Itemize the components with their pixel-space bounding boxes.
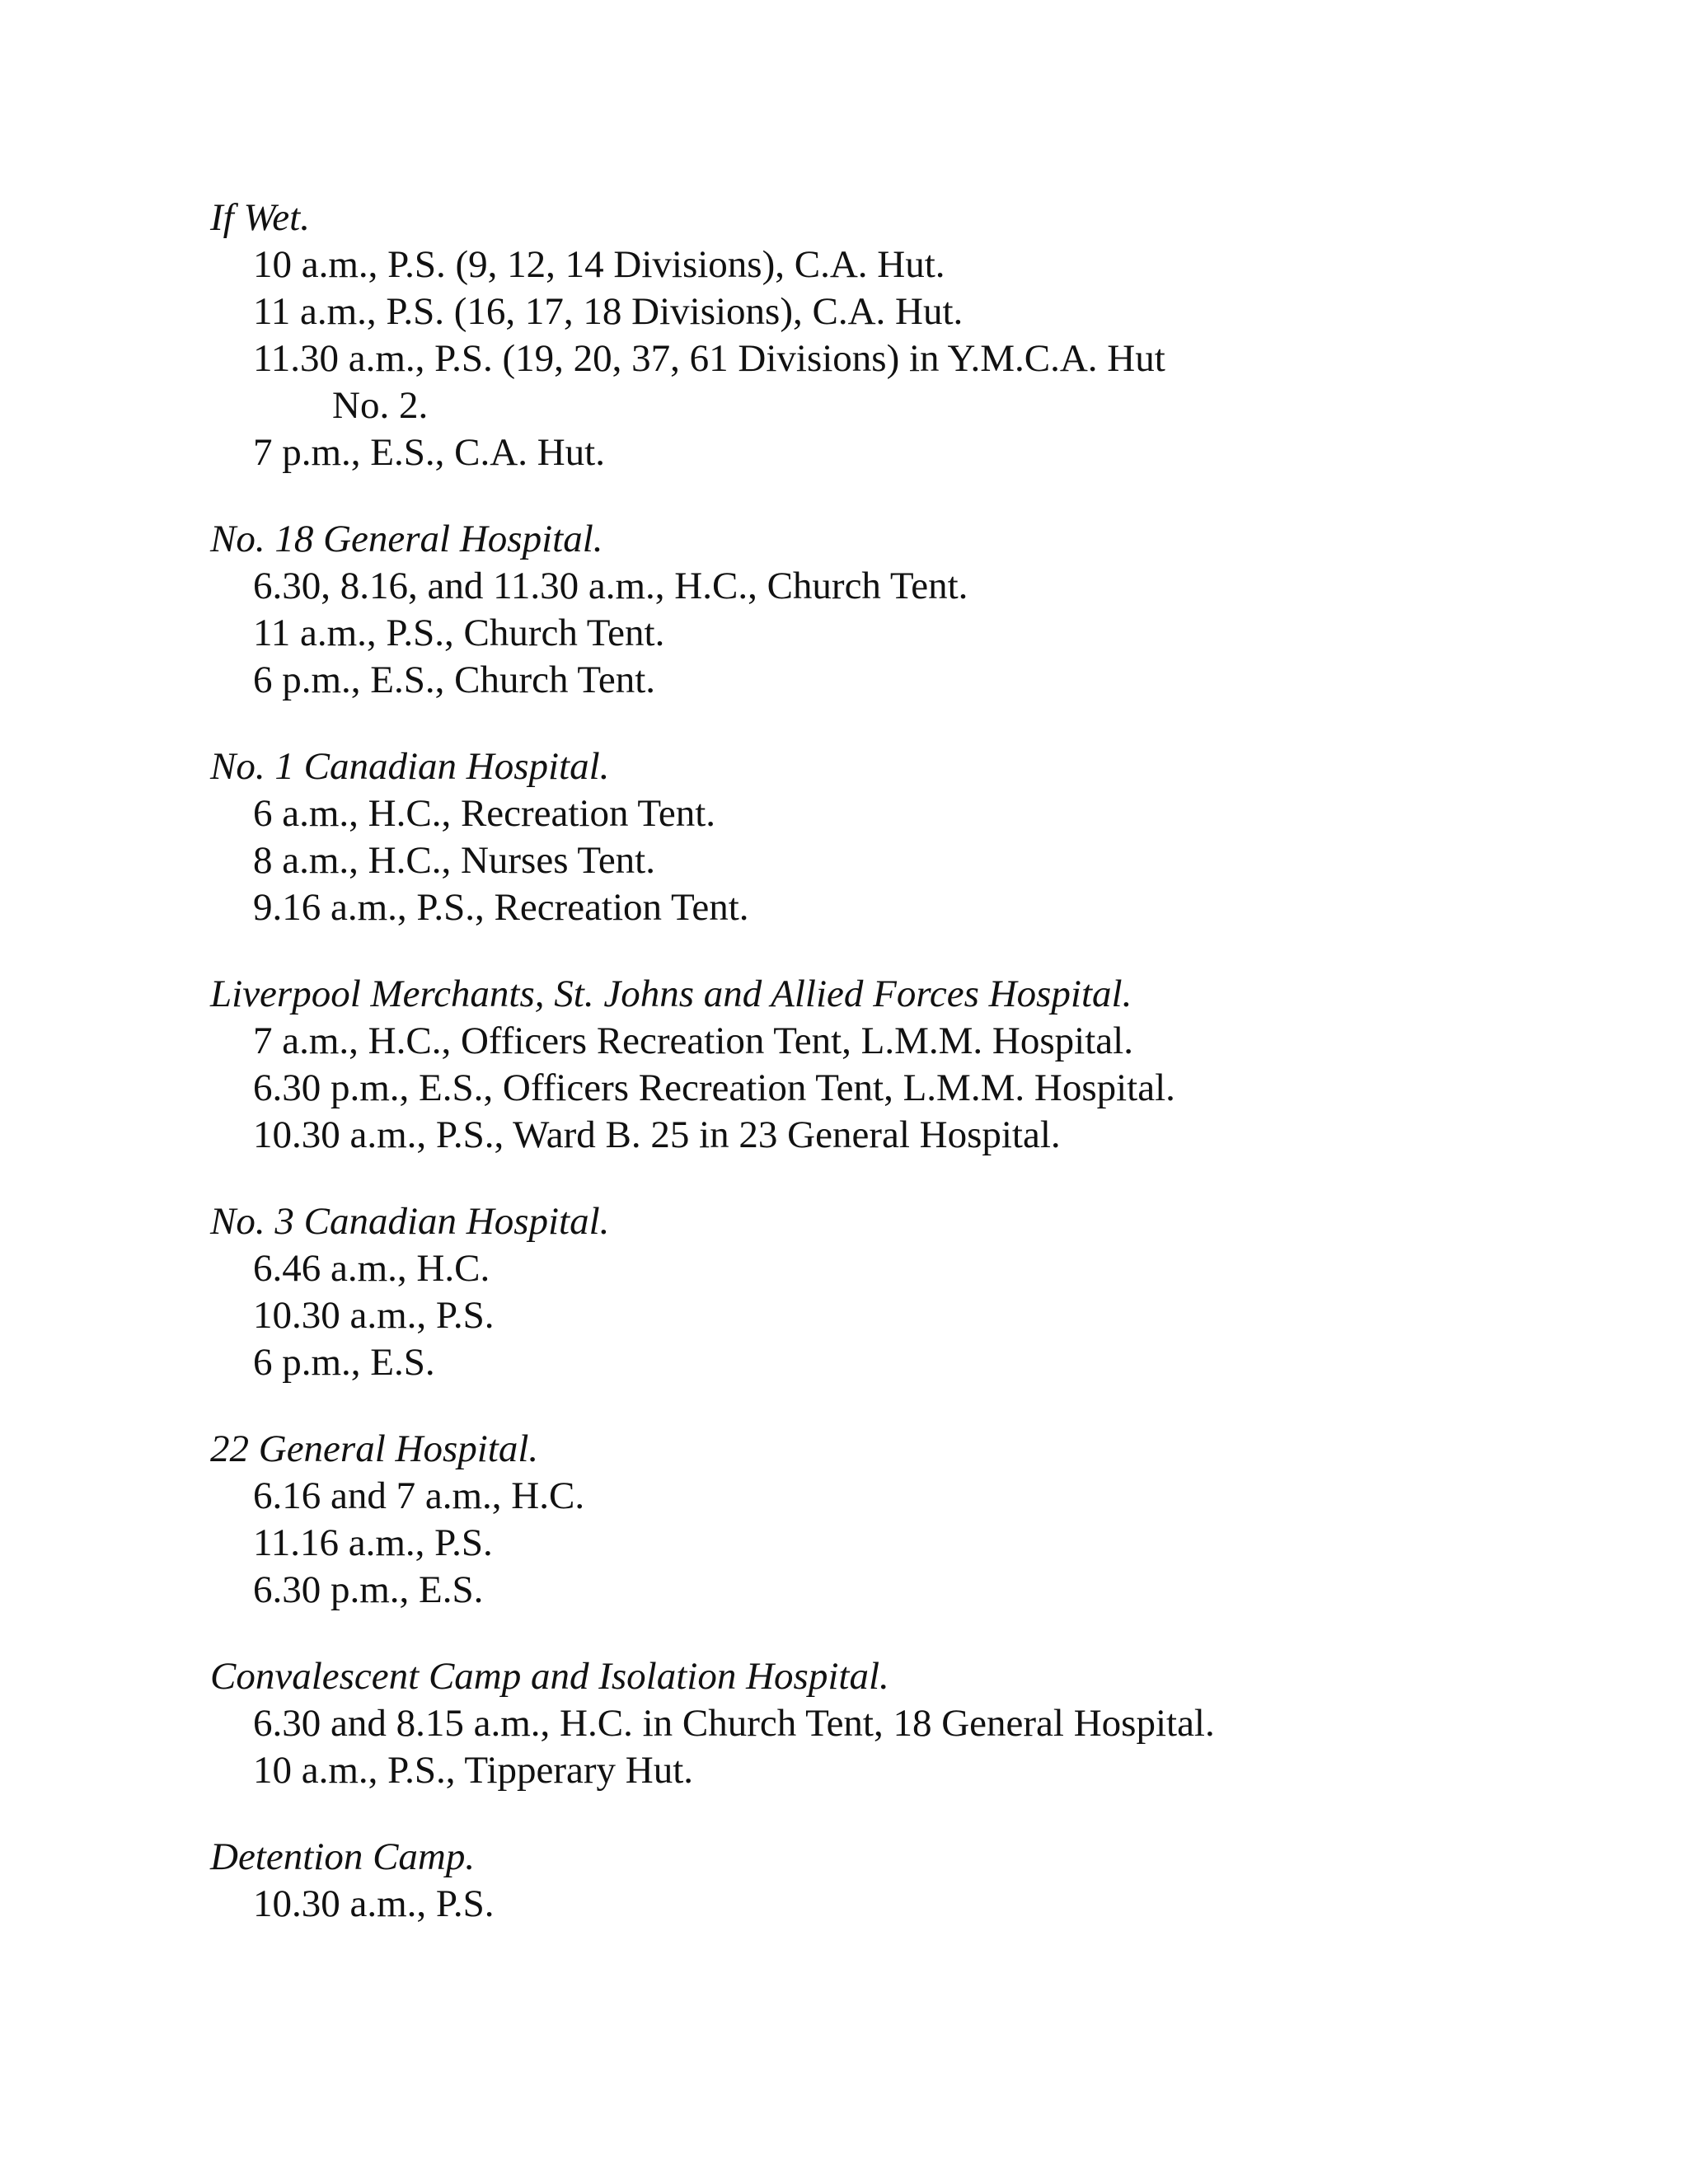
schedule-line: 10 a.m., P.S., Tipperary Hut. bbox=[253, 1749, 694, 1792]
section-no-18-general-hospital bbox=[210, 516, 1611, 704]
schedule-line: 9.16 a.m., P.S., Recreation Tent. bbox=[253, 886, 749, 929]
schedule-line: 8 a.m., H.C., Nurses Tent. bbox=[253, 839, 655, 882]
schedule-line: 7 a.m., H.C., Officers Recreation Tent, L.M.M. Hospital. bbox=[253, 1019, 1133, 1062]
schedule-line: 6.30 and 8.15 a.m., H.C. in Church Tent, 18 General Hospital. bbox=[253, 1702, 1215, 1745]
section-if-wet bbox=[210, 194, 1611, 476]
schedule-line: 11 a.m., P.S., Church Tent. bbox=[253, 612, 665, 654]
schedule-line: 11 a.m., P.S. (16, 17, 18 Divisions), C.A. Hut. bbox=[253, 290, 964, 333]
schedule-line: 6.30 p.m., E.S. bbox=[253, 1568, 484, 1611]
section-no-3-canadian-hospital bbox=[210, 1198, 1611, 1386]
section-heading: Liverpool Merchants, St. Johns and Allied Forces Hospital. bbox=[210, 972, 1132, 1015]
schedule-line: 10 a.m., P.S. (9, 12, 14 Divisions), C.A. Hut. bbox=[253, 243, 945, 286]
schedule-line: 6.46 a.m., H.C. bbox=[253, 1247, 490, 1290]
schedule-line: 11.30 a.m., P.S. (19, 20, 37, 61 Divisions) in Y.M.C.A. Hut bbox=[253, 337, 1165, 380]
service-schedule bbox=[210, 194, 1611, 1967]
schedule-line: 6.30, 8.16, and 11.30 a.m., H.C., Church Tent. bbox=[253, 565, 968, 607]
section-heading: If Wet. bbox=[210, 196, 310, 239]
section-heading: Convalescent Camp and Isolation Hospital. bbox=[210, 1655, 889, 1698]
schedule-line: 6.16 and 7 a.m., H.C. bbox=[253, 1474, 585, 1517]
section-heading: 22 General Hospital. bbox=[210, 1427, 539, 1470]
schedule-line: 10.30 a.m., P.S. bbox=[253, 1294, 495, 1337]
section-heading: Detention Camp. bbox=[210, 1835, 476, 1878]
section-detention-camp bbox=[210, 1834, 1611, 1928]
schedule-line: 11.16 a.m., P.S. bbox=[253, 1521, 493, 1564]
schedule-line: 6 p.m., E.S. bbox=[253, 1341, 435, 1384]
schedule-line: 6 p.m., E.S., Church Tent. bbox=[253, 658, 656, 701]
section-liverpool-merchants bbox=[210, 971, 1611, 1159]
section-convalescent-camp bbox=[210, 1653, 1611, 1794]
section-22-general-hospital bbox=[210, 1426, 1611, 1614]
schedule-line: 7 p.m., E.S., C.A. Hut. bbox=[253, 431, 605, 474]
schedule-line: 6 a.m., H.C., Recreation Tent. bbox=[253, 792, 716, 835]
schedule-line: 6.30 p.m., E.S., Officers Recreation Tent, L.M.M. Hospital. bbox=[253, 1066, 1175, 1109]
schedule-line-continuation: No. 2. bbox=[332, 384, 429, 427]
section-no-1-canadian-hospital bbox=[210, 743, 1611, 931]
schedule-line: 10.30 a.m., P.S. bbox=[253, 1882, 495, 1925]
section-heading: No. 18 General Hospital. bbox=[210, 518, 603, 560]
section-heading: No. 1 Canadian Hospital. bbox=[210, 745, 610, 788]
section-heading: No. 3 Canadian Hospital. bbox=[210, 1200, 610, 1243]
schedule-line: 10.30 a.m., P.S., Ward B. 25 in 23 General Hospital. bbox=[253, 1113, 1061, 1156]
